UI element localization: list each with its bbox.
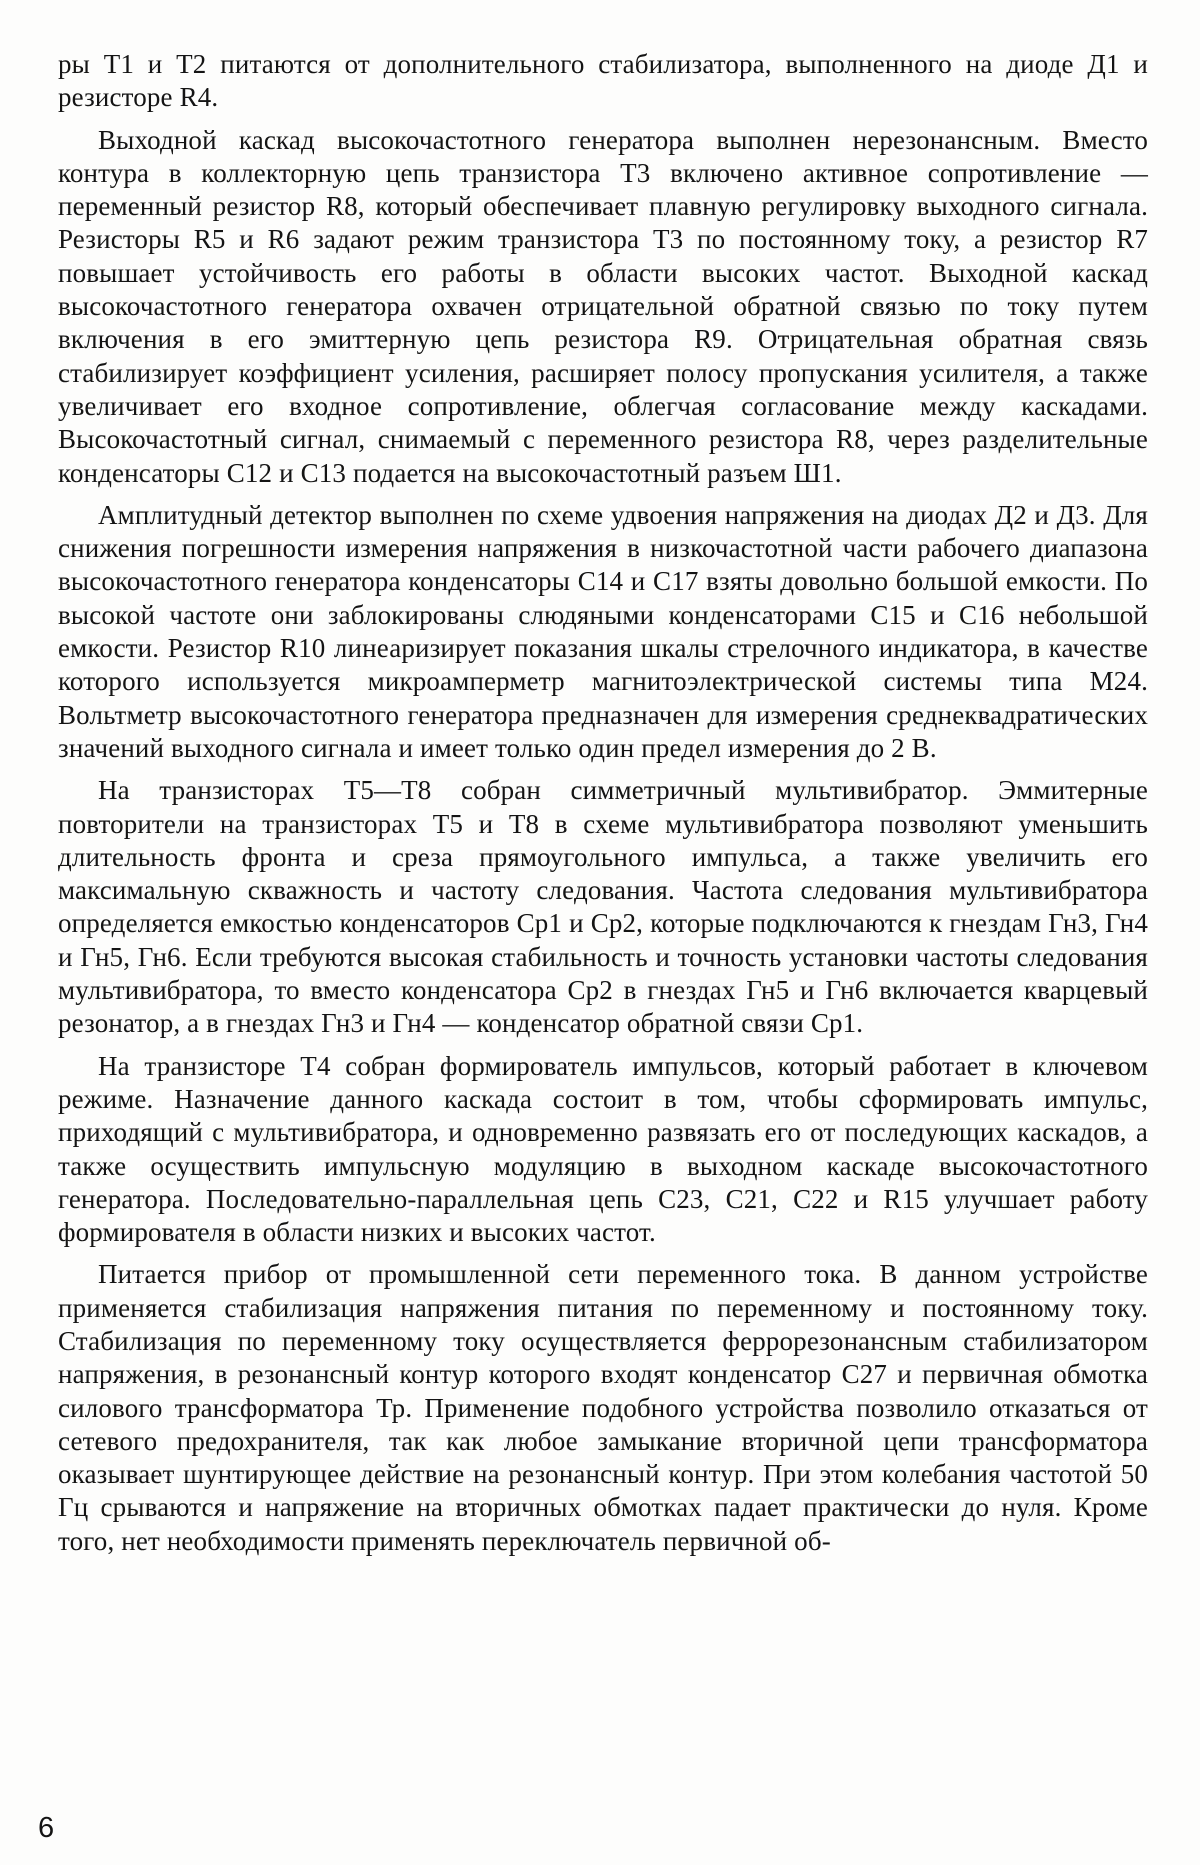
paragraph-power-supply: Питается прибор от промышленной сети переменного тока. В данном устройстве применяется стабилизация напряжения питания по переменному и постоянному току. Стабилизация по переменному току осуществляется феррорезонансным стабилизатором напряжения, в резонансный контур которого входят конденсатор С27 и первичная обмотка силового трансформатора Тр. Применение подобного устройства позволило отказаться от сетевого предохранителя, так как любое замыкание вторичной цепи трансформатора оказывает шунтирующее действие на резонансный контур. При этом колебания частотой 50 Гц срываются и напряжение на вторичных обмотках падает практически до нуля. Кроме того, нет необходимости применять переключатель первичной об- — [58, 1259, 1148, 1556]
body-text — [58, 48, 1148, 1558]
paragraph-pulse-shaper: На транзисторе Т4 собран формирователь импульсов, который работает в ключевом режиме. Назначение данного каскада состоит в том, чтобы сформировать импульс, приходящий с мультивибратора, и одновременно развязать его от последующих каскадов, а также осуществить импульсную модуляцию в выходном каскаде высокочастотного генератора. Последовательно-параллельная цепь С23, С21, С22 и R15 улучшает работу формирователя в области низких и высоких частот. — [58, 1050, 1148, 1248]
paragraph-multivibrator: На транзисторах Т5—Т8 собран симметричный мультивибратор. Эммитерные повторители на транзисторах Т5 и Т8 в схеме мультивибратора позволяют уменьшить длительность фронта и среза прямоугольного импульса, а также увеличить его максимальную скважность и частоту следования. Частота следования мультивибратора определяется емкостью конденсаторов Cр1 и Cр2, которые подключаются к гнездам Гн3, Гн4 и Гн5, Гн6. Если требуются высокая стабильность и точность установки частоты следования мультивибратора, то вместо конденсатора Cр2 в гнездах Гн5 и Гн6 включается кварцевый резонатор, а в гнездах Гн3 и Гн4 — конденсатор обратной связи Cр1. — [58, 775, 1148, 1039]
paragraph-output-stage: Выходной каскад высокочастотного генератора выполнен нерезонансным. Вместо контура в коллекторную цепь транзистора Т3 включено активное сопротивление — переменный резистор R8, который обеспечивает плавную регулировку выходного сигнала. Резисторы R5 и R6 задают режим транзистора Т3 по постоянному току, а резистор R7 повышает устойчивость его работы в области высоких частот. Выходной каскад высокочастотного генератора охвачен отрицательной обратной связью по току путем включения в его эмиттерную цепь резистора R9. Отрицательная обратная связь стабилизирует коэффициент усиления, расширяет полосу пропускания усилителя, а также увеличивает его входное сопротивление, облегчая согласование между каскадами. Высокочастотный сигнал, снимаемый с переменного резистора R8, через разделительные конденсаторы С12 и С13 подается на высокочастотный разъем Ш1. — [58, 124, 1148, 488]
paragraph-continuation: ры Т1 и Т2 питаются от дополнительного стабилизатора, выполненного на диоде Д1 и резисторе R4. — [58, 49, 1148, 113]
page-number: 6 — [38, 1812, 55, 1844]
paragraph-amplitude-detector: Амплитудный детектор выполнен по схеме удвоения напряжения на диодах Д2 и Д3. Для снижения погрешности измерения напряжения в низкочастотной части рабочего диапазона высокочастотного генератора конденсаторы С14 и С17 взяты довольно большой емкости. По высокой частоте они заблокированы слюдяными конденсаторами С15 и С16 небольшой емкости. Резистор R10 линеаризирует показания шкалы стрелочного индикатора, в качестве которого используется микроамперметр магнитоэлектрической системы типа М24. Вольтметр высокочастотного генератора предназначен для измерения среднеквадратических значений выходного сигнала и имеет только один предел измерения до 2 В. — [58, 499, 1148, 763]
